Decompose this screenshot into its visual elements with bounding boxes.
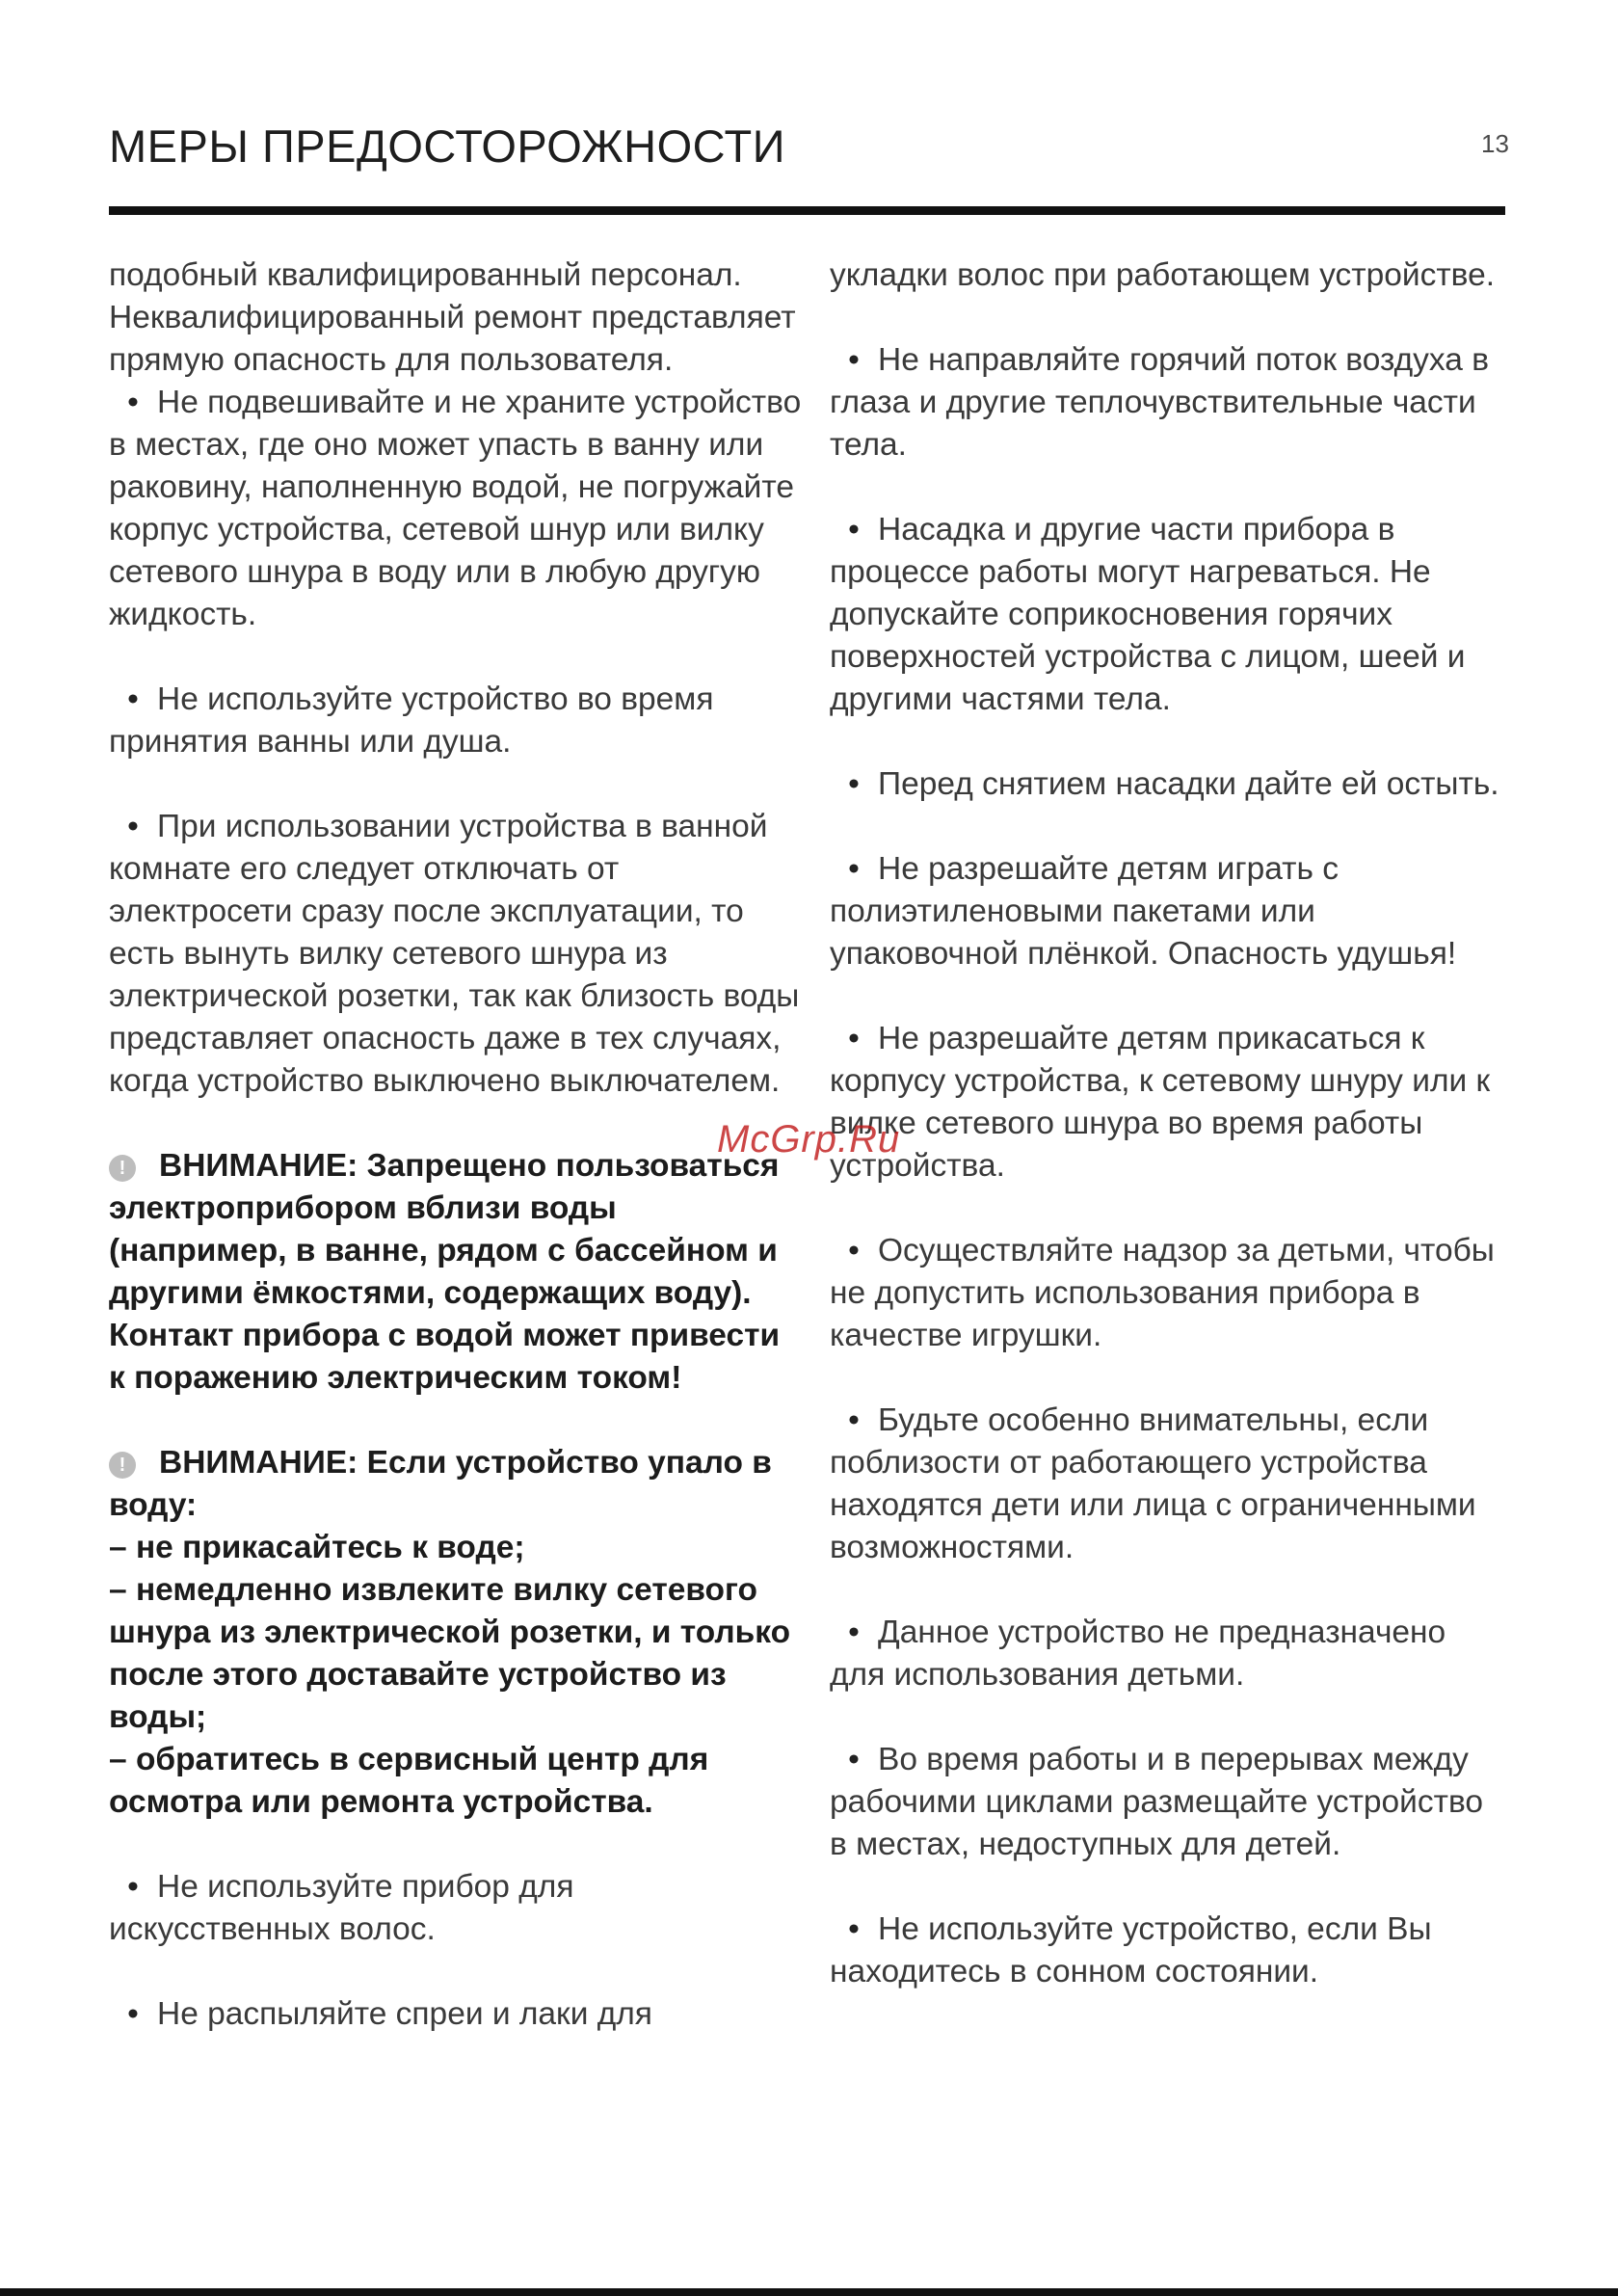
warning-water bbox=[109, 1145, 803, 1400]
bullet-text: Не разрешайте детям прикасаться к корпусу устройства, к сетевому шнуру или к вилке сетевого шнура во время работы устройства. bbox=[830, 1021, 1491, 1184]
right-bullet-2 bbox=[830, 509, 1504, 721]
bullet-text: Во время работы и в перерывах между рабочими циклами размещайте устройство в местах, недоступных для детей. bbox=[830, 1742, 1484, 1862]
page-title: МЕРЫ ПРЕДОСТОРОЖНОСТИ bbox=[109, 120, 786, 172]
bullet-text: Не разрешайте детям играть с полиэтиленовыми пакетами или упаковочной плёнкой. Опасность удушья! bbox=[830, 851, 1457, 972]
bullet-icon: • bbox=[848, 342, 860, 378]
bullet-icon: • bbox=[127, 1869, 139, 1905]
bullet-icon: • bbox=[127, 385, 139, 420]
title-divider bbox=[109, 206, 1505, 215]
warning-heading: ВНИМАНИЕ: Если устройство упало в воду: bbox=[109, 1445, 772, 1523]
bullet-icon: • bbox=[848, 1742, 860, 1777]
bullet-text: Не направляйте горячий поток воздуха в глаза и другие теплочувствительные части тела. bbox=[830, 342, 1489, 463]
info-circle-icon: ! bbox=[109, 1155, 136, 1182]
bullet-text: Насадка и другие части прибора в процессе работы могут нагреваться. Не допускайте соприкосновения горячих поверхностей устройства с лицом, шеей и другими частями тела. bbox=[830, 512, 1466, 717]
bullet-icon: • bbox=[848, 1911, 860, 1947]
right-bullet-4 bbox=[830, 848, 1504, 975]
left-bullet-1 bbox=[109, 382, 803, 636]
bullet-text: Будьте особенно внимательны, если поблизости от работающего устройства находятся дети или лица с ограниченными возможностями. bbox=[830, 1402, 1476, 1565]
right-bullet-1 bbox=[830, 339, 1504, 467]
bottom-border bbox=[0, 2288, 1618, 2296]
left-bullet-3 bbox=[109, 806, 803, 1103]
watermark: McGrp.Ru bbox=[717, 1118, 901, 1161]
page-number: 13 bbox=[1481, 129, 1509, 158]
warning-heading-line bbox=[109, 1445, 772, 1523]
bullet-icon: • bbox=[848, 1615, 860, 1650]
bullet-text: Не используйте устройство, если Вы находитесь в сонном состоянии. bbox=[830, 1911, 1432, 1989]
bullet-icon: • bbox=[848, 1233, 860, 1268]
bullet-text: Данное устройство не предназначено для использования детьми. bbox=[830, 1615, 1446, 1693]
warning-step-3: – обратитесь в сервисный центр для осмотра или ремонта устройства. bbox=[109, 1742, 709, 1820]
left-bullet-5 bbox=[109, 1993, 803, 2036]
right-bullet-10 bbox=[830, 1909, 1504, 1993]
right-bullet-9 bbox=[830, 1739, 1504, 1866]
bullet-icon: • bbox=[127, 1996, 139, 2032]
bullet-text: Не используйте прибор для искусственных волос. bbox=[109, 1869, 574, 1947]
warning-text: ВНИМАНИЕ: Запрещено пользоваться электроприбором вблизи воды (например, в ванне, рядом с бассейном и другими ёмкостями, содержащих воду). Контакт прибора с водой может привести к поражению электрическим током! bbox=[109, 1148, 781, 1396]
paragraph-text: укладки волос при работающем устройстве. bbox=[830, 257, 1496, 293]
right-bullet-3 bbox=[830, 763, 1504, 806]
left-bullet-2 bbox=[109, 679, 803, 763]
warning-step-1: – не прикасайтесь к воде; bbox=[109, 1530, 525, 1565]
info-circle-icon: ! bbox=[109, 1452, 136, 1479]
left-paragraph-continuation bbox=[109, 254, 803, 382]
bullet-text: Не подвешивайте и не храните устройство в местах, где оно может упасть в ванну или раковину, наполненную водой, не погружайте корпус устройства, сетевой шнур или вилку сетевого шнура в воду или в любую другую жидкость. bbox=[109, 385, 802, 632]
warning-step-2: – немедленно извлеките вилку сетевого шнура из электрической розетки, и только после этого доставайте устройство из воды; bbox=[109, 1572, 791, 1735]
bullet-icon: • bbox=[848, 851, 860, 887]
right-bullet-8 bbox=[830, 1612, 1504, 1696]
bullet-icon: • bbox=[127, 809, 139, 844]
bullet-icon: • bbox=[848, 1021, 860, 1056]
bullet-icon: • bbox=[127, 681, 139, 717]
left-column bbox=[109, 254, 803, 2036]
bullet-text: Перед снятием насадки дайте ей остыть. bbox=[878, 766, 1499, 802]
bullet-icon: • bbox=[848, 1402, 860, 1438]
right-bullet-5 bbox=[830, 1018, 1504, 1188]
bullet-text: Не распыляйте спреи и лаки для bbox=[157, 1996, 652, 2032]
left-bullet-4 bbox=[109, 1866, 803, 1951]
right-paragraph-continuation bbox=[830, 254, 1504, 297]
bullet-text: Осуществляйте надзор за детьми, чтобы не допустить использования прибора в качестве игрушки. bbox=[830, 1233, 1495, 1353]
right-bullet-6 bbox=[830, 1230, 1504, 1357]
bullet-icon: • bbox=[848, 512, 860, 547]
paragraph-text: подобный квалифицированный персонал. Неквалифицированный ремонт представляет прямую опасность для пользователя. bbox=[109, 257, 796, 378]
warning-fallen-into-water bbox=[109, 1442, 803, 1824]
bullet-text: При использовании устройства в ванной комнате его следует отключать от электросети сразу после эксплуатации, то есть вынуть вилку сетевого шнура из электрической розетки, так как близость воды представляет опасность даже в тех случаях, когда устройство выключено выключателем. bbox=[109, 809, 800, 1099]
right-column bbox=[830, 254, 1504, 1993]
bullet-icon: • bbox=[848, 766, 860, 802]
bullet-text: Не используйте устройство во время принятия ванны или душа. bbox=[109, 681, 714, 760]
right-bullet-7 bbox=[830, 1400, 1504, 1569]
